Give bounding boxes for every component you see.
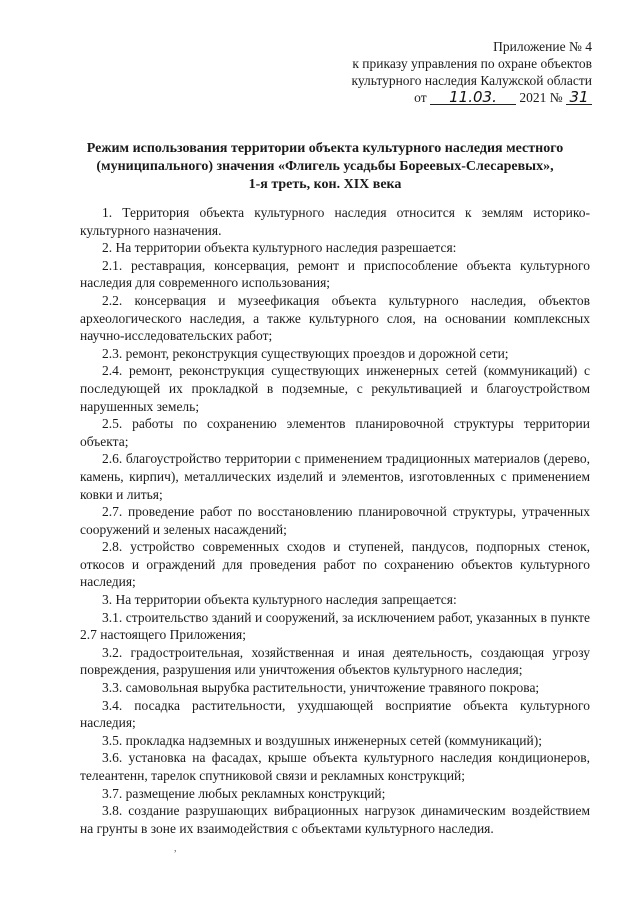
document-body: [80, 204, 590, 837]
appendix-line-3: культурного наследия Калужской области: [351, 73, 592, 88]
paragraph: 2.3. ремонт, реконструкция существующих проездов и дорожной сети;: [102, 345, 509, 361]
document-title: [70, 140, 580, 194]
order-date-line: [351, 89, 592, 106]
paragraph: 2.2. консервация и музеефикация объекта культурного наследия, объектов археологического наследия, а также культурного слоя, на основании комплексных научно-исследовательских работ;: [80, 292, 590, 344]
paragraph: 3.4. посадка растительности, ухудшающей восприятие объекта культурного наследия;: [80, 697, 590, 731]
appendix-line-1: Приложение № 4: [493, 39, 592, 54]
paragraph: 3.6. установка на фасадах, крыше объекта культурного наследия кондиционеров, телеантенн, тарелок спутниковой связи и рекламных конструкций;: [80, 750, 590, 783]
paragraph: 2.6. благоустройство территории с применением традиционных материалов (дерево, камень, кирпич), металлических изделий и элементов, изготовленных с применением ковки и литья;: [80, 451, 590, 502]
handwritten-order-number: 31: [566, 90, 592, 105]
paragraph: 3.8. создание разрушающих вибрационных нагрузок динамическим воздействием на грунты в зоне их взаимодействия с объектами культурного наследия.: [80, 803, 590, 836]
paragraph: 1. Территория объекта культурного наследия относится к землям историко-культурного назначения.: [80, 205, 590, 238]
paragraph: 3.3. самовольная вырубка растительности, уничтожение травяного покрова;: [102, 680, 540, 696]
paragraph: 3.1. строительство зданий и сооружений, за исключением работ, указанных в пункте 2.7 настоящего Приложения;: [80, 609, 590, 643]
paragraph: 2. На территории объекта культурного наследия разрешается:: [102, 240, 457, 256]
paragraph: 2.1. реставрация, консервация, ремонт и приспособление объекта культурного наследия для современного использования;: [80, 257, 590, 291]
title-line-2: (муниципального) значения «Флигель усадьбы Бореевых-Слесаревых»,: [96, 159, 554, 174]
handwritten-date: 11.03.: [430, 90, 516, 105]
title-line-1: Режим использования территории объекта культурного наследия местного: [86, 141, 564, 156]
appendix-line-2: к приказу управления по охране объектов: [352, 56, 592, 71]
paragraph: 3. На территории объекта культурного наследия запрещается:: [102, 592, 457, 608]
scan-speck: ,: [174, 843, 177, 854]
paragraph: 2.8. устройство современных сходов и ступеней, пандусов, подпорных стенок, откосов и ограждений для проведения работ по сохранению объектов культурного наследия;: [80, 539, 590, 590]
appendix-header: [351, 38, 592, 106]
paragraph: 3.2. градостроительная, хозяйственная и иная деятельность, создающая угрозу повреждения, разрушения или уничтожения объектов культурного наследия;: [80, 644, 590, 678]
order-year: 2021 №: [519, 90, 563, 105]
paragraph: 2.7. проведение работ по восстановлению планировочной структуры, утраченных сооружений и зеленых насаждений;: [80, 504, 590, 537]
title-line-3: 1-я треть, кон. XIX века: [248, 177, 402, 192]
paragraph: 3.7. размещение любых рекламных конструкций;: [102, 785, 386, 801]
paragraph: 2.4. ремонт, реконструкция существующих инженерных сетей (коммуникаций) с последующей их прокладкой в подземные, с рекультивацией и благоустройством нарушенных земель;: [80, 363, 590, 414]
paragraph: 3.5. прокладка надземных и воздушных инженерных сетей (коммуникаций);: [102, 732, 542, 748]
date-prefix: от: [414, 90, 427, 105]
paragraph: 2.5. работы по сохранению элементов планировочной структуры территории объекта;: [80, 416, 590, 449]
